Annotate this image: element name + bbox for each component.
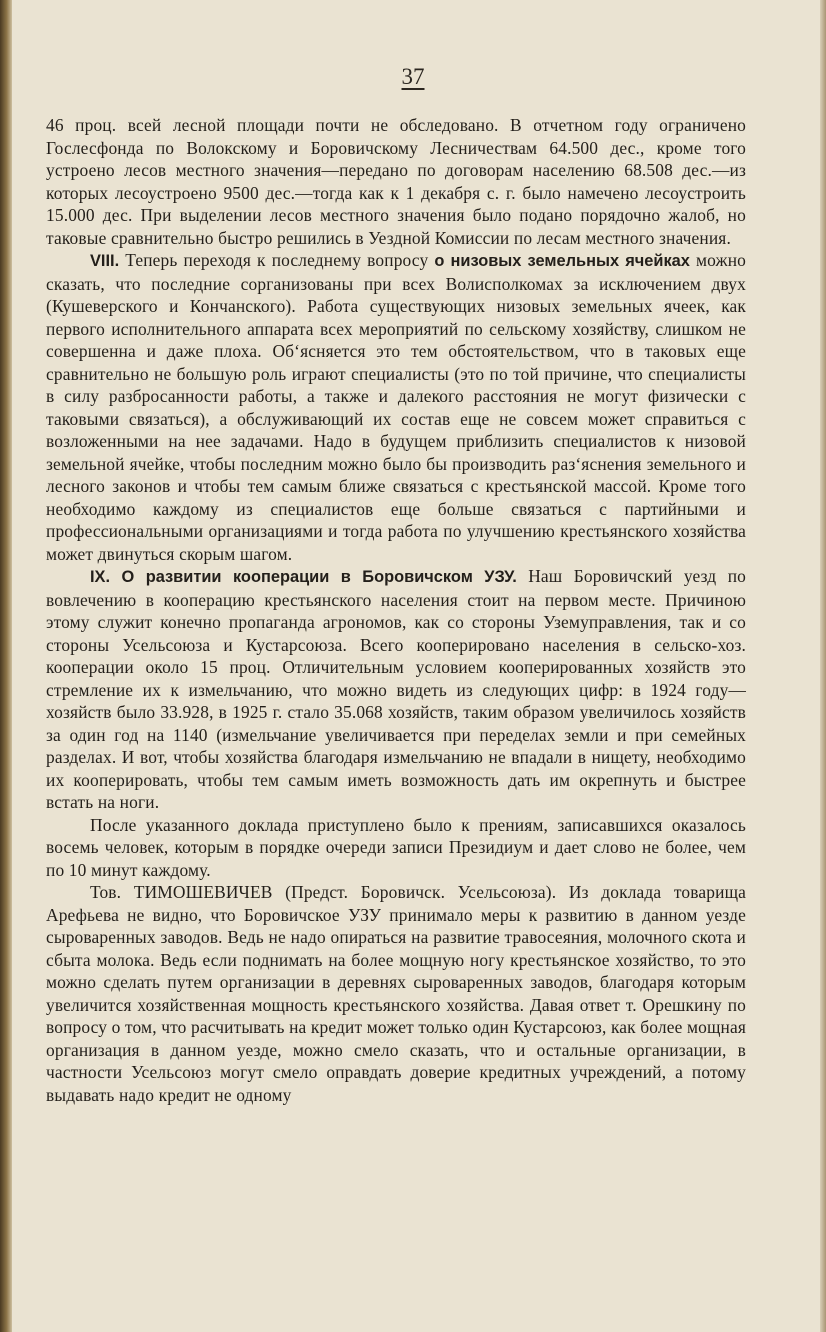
paragraph-forest-survey: 46 проц. всей лесной площади почти не обследовано. В отчетном году ограничено Гослесфонда по Волокскому и Боровичскому Лесничествам 64.500 дес., кроме того устроено лесов местного значения—передано по договорам населению 68.508 дес.—из которых лесоустроено 9500 дес.—тогда как к 1 декабря с. г. было намечено лесоустроить 15.000 дес. При выделении лесов местного значения было подано порядочно жалоб, но таковые сравнительно быстро решились в Уездной Комиссии по лесам местного значения.	[46, 115, 746, 248]
paragraph-timoshevichev-speech: Тов. ТИМОШЕВИЧЕВ (Предст. Боровичск. Усельсоюза). Из доклада товарища Арефьева не видно, что Боровичское УЗУ принимало меры к развитию в данном уезде сыроваренных заводов. Ведь не надо опираться на развитие травосеяния, молочного скота и сбыта молока. Ведь если поднимать на более мощную ногу крестьянское хозяйство, то это можно сделать путем организации в деревнях сыроваренных заводов, благодаря которым увеличится хозяйственная мощность крестьянского хозяйства. Давая ответ т. Орешкину по вопросу о том, что расчитывать на кредит может только один Кустарсоюз, как более мощная организация в данном уезде, можно смело сказать, что и остальные организации, в частности Усельсоюз могут смело оправдать доверие кредитных учреждений, а потому выдавать надо кредит не одному	[46, 882, 746, 1105]
page-binding-edge	[0, 0, 12, 1332]
paragraph-section-ix	[46, 565, 746, 814]
section-ix-heading: IX. О развитии кооперации в Боровичском УЗУ.	[90, 568, 517, 586]
paragraph-section-viii	[46, 249, 746, 565]
page-number: 37	[401, 64, 425, 89]
page-right-edge	[820, 0, 826, 1332]
section-ix-text: Наш Боровичский уезд по вовлечению в кооперацию крестьянского населения стоит на первом месте. Причиною этому служит конечно пропаганда агрономов, как со стороны Уземуправления, так и со стороны Усельсоюза и Кустарсоюза. Всего кооперировано населения в сельско-хоз. кооперации около 15 проц. Отличительным условием кооперированных хозяйств это стремление их к измельчанию, что можно видеть из следующих цифр: в 1924 году—хозяйств было 33.928, в 1925 г. стало 35.068 хозяйств, таким образом увеличилось хозяйств за один год на 1140 (измельчание увеличивается при переделах земли и при семейных разделах. И вот, чтобы хозяйства благодаря измельчанию не впадали в нищету, необходимо их кооперировать, чтобы тем самым иметь возможность дать им окрепнуть и быстрее встать на ноги.	[46, 566, 746, 812]
paragraph-debate-start: После указанного доклада приступлено было к прениям, записавшихся оказалось восемь человек, которым в порядке очереди записи Президиум и дает слово не более, чем по 10 минут каждому.	[46, 814, 746, 880]
section-number-viii: VIII.	[90, 252, 120, 270]
section-viii-intro: Теперь переходя к последнему вопросу	[125, 250, 429, 270]
section-viii-text: можно сказать, что последние сорганизованы при всех Волисполкомах за исключением двух (Кушеверского и Кончанского). Работа существующих низовых земельных ячеек, как первого исполнительного аппарата всех мероприятий по сельскому хозяйству, слишком не совершенна и даже плоха. Об‘ясняется это тем обстоятельством, что в таковых еще сравнительно не большую роль играют специалисты (это по той причине, что специалисты в силу разбросанности работы, а также и далекого расстояния не могут физически с таковыми связаться), а обслуживающий их состав еще не совсем может справиться с возложенными на нее задачами. Надо в будущем приблизить специалистов к низовой земельной ячейке, чтобы последним можно было бы производить раз‘яснения земельного и лесного законов и чтобы тем самым ближе связаться с крестьянской массой. Кроме того необходимо каждому из специалистов еще больше связаться с партийными и профессиональными организациями и тогда работа по улучшению крестьянского хозяйства может двинуться скорым шагом.	[46, 250, 747, 564]
body-text	[46, 114, 746, 1106]
section-viii-heading: о низовых земельных ячейках	[434, 252, 690, 270]
